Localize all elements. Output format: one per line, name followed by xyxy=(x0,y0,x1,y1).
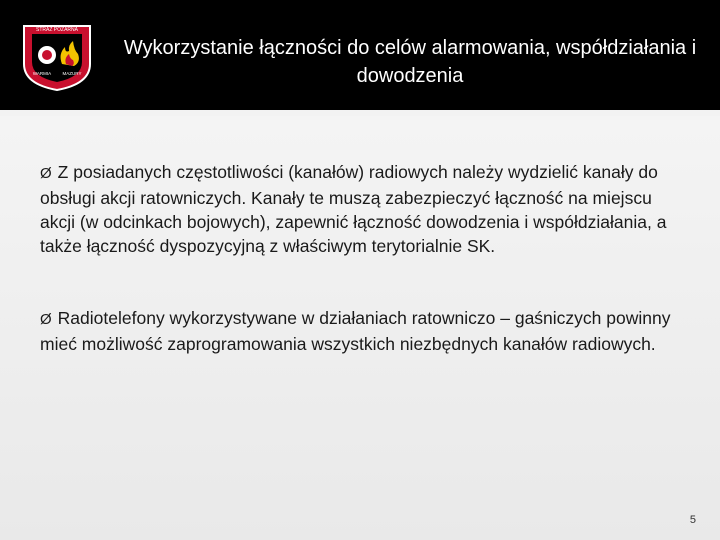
bullet-item xyxy=(40,160,680,258)
svg-text:STRAŻ POŻARNA: STRAŻ POŻARNA xyxy=(36,27,78,33)
fire-brigade-emblem-icon xyxy=(18,20,96,92)
slide-title: Wykorzystanie łączności do celów alarmowania, współdziałania i dowodzenia xyxy=(123,37,697,87)
bullet-text: Z posiadanych częstotliwości (kanałów) radiowych należy wydzielić kanały do obsługi akcji ratowniczych. Kanały te muszą zabezpieczyć łączność na miejscu akcji (w odcinkach bojowych), zapewnić łączność dowodzenia i współdziałania, a także łączność dyspozycyjną z właściwym terytorialnie SK. xyxy=(40,162,667,256)
arrow-bullet-icon: Ø xyxy=(40,165,52,182)
bullet-text: Radiotelefony wykorzystywane w działaniach ratowniczo – gaśniczych powinny mieć możliwość zaprogramowania wszystkich niezbędnych kanałów radiowych. xyxy=(40,308,671,354)
bullet-item xyxy=(40,306,680,356)
arrow-bullet-icon: Ø xyxy=(40,311,52,328)
svg-text:MAZURY: MAZURY xyxy=(62,71,82,76)
slide-header xyxy=(0,0,720,110)
page-number: 5 xyxy=(689,514,696,526)
svg-text:WARMIA: WARMIA xyxy=(32,71,52,76)
